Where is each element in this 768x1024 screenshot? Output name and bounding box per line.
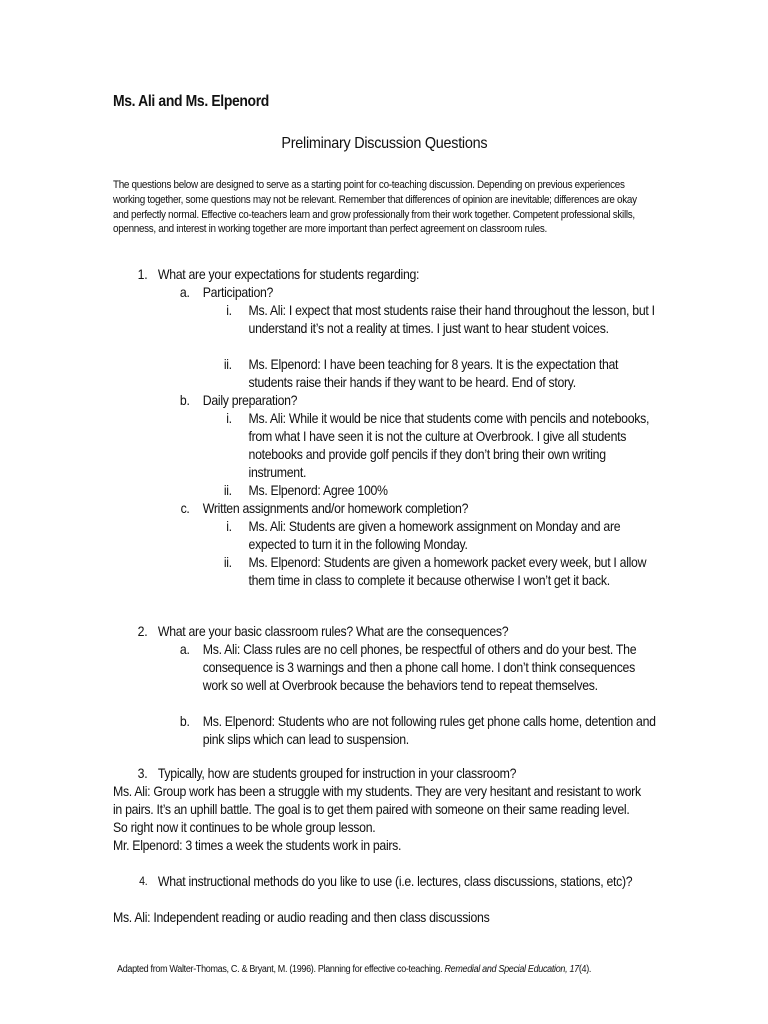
- item-marker: c.: [180, 500, 190, 516]
- item-text: Ms. Elpenord: Students who are not following rules get phone calls home, detention and pink slips which can lead to suspension.: [202, 713, 656, 747]
- answer-ali: Ms. Ali: Independent reading or audio reading and then class discussions: [113, 909, 490, 925]
- subitem-text: Ms. Ali: I expect that most students raise their hand throughout the lesson, but I understand it’s not a reality at times. I just want to hear student voices.: [248, 302, 655, 336]
- subitem-marker: ii.: [223, 356, 232, 372]
- question-text: What are your basic classroom rules? What are the consequences?: [157, 623, 509, 639]
- item-text: Written assignments and/or homework completion?: [202, 500, 469, 516]
- question-3-answers: [113, 782, 645, 854]
- subitem-text: Ms. Elpenord: Students are given a homework packet every week, but I allow them time in class to complete it because otherwise I won’t get it back.: [248, 554, 647, 588]
- question-text: Typically, how are students grouped for instruction in your classroom?: [157, 765, 517, 781]
- item-text: Participation?: [202, 284, 274, 300]
- citation-footer: [117, 964, 675, 975]
- citation-text: Adapted from Walter-Thomas, C. & Bryant, M. (1996). Planning for effective co-teaching.: [117, 964, 445, 975]
- question-number: 3.: [137, 765, 148, 781]
- item-marker: b.: [179, 392, 190, 408]
- subitem-text: Ms. Elpenord: Agree 100%: [248, 482, 388, 498]
- intro-paragraph: The questions below are designed to serve as a starting point for co-teaching discussion. Depending on previous experiences working together, some questions may not be relevant. Remember that differences of opinion are inevitable; differences are okay and perfectly normal. Effective co-teachers learn and grow professionally from their work together. Competent professional skills, openness, and interest in working together are more important than perfect agreement on classroom rules.: [113, 179, 637, 236]
- answer-ali: Ms. Ali: Group work has been a struggle with my students. They are very hesitant and resistant to work in pairs. It’s an uphill battle. The goal is to get them paired with someone on their same reading level. So right now it continues to be whole group lesson.: [113, 783, 641, 835]
- question-number: 1.: [137, 266, 148, 282]
- item-marker: a.: [179, 284, 190, 300]
- citation-issue: (4).: [578, 964, 592, 975]
- item-text: Daily preparation?: [202, 392, 298, 408]
- question-text: What instructional methods do you like to use (i.e. lectures, class discussions, stations, etc)?: [157, 873, 633, 889]
- subitem-marker: ii.: [223, 482, 232, 498]
- subitem-marker: i.: [226, 410, 232, 426]
- subitem-text: Ms. Elpenord: I have been teaching for 8 years. It is the expectation that students raise their hands if they want to be heard. End of story.: [248, 356, 619, 390]
- subtitle-text: Preliminary Discussion Questions: [281, 135, 487, 152]
- question-1: [135, 265, 663, 607]
- question-4-answers: [113, 908, 645, 926]
- question-text: What are your expectations for students regarding:: [157, 266, 420, 282]
- item-marker: b.: [179, 713, 190, 729]
- question-number: 4.: [139, 874, 148, 888]
- question-4: [135, 872, 663, 908]
- subitem-marker: i.: [226, 518, 232, 534]
- question-2: [135, 622, 663, 748]
- document-title: Ms. Ali and Ms. Elpenord: [113, 93, 269, 110]
- item-text: Ms. Ali: Class rules are no cell phones, be respectful of others and do your best. The consequence is 3 warnings and then a phone call home. I don’t think consequences work so well at Overbrook because the behaviors tend to repeat themselves.: [202, 641, 637, 693]
- question-3: [135, 764, 663, 782]
- subitem-text: Ms. Ali: While it would be nice that students come with pencils and notebooks, from what I have seen it is not the culture at Overbrook. I give all students notebooks and provide golf pencils if they don’t bring their own writing instrument.: [248, 410, 650, 480]
- answer-elpenord: Mr. Elpenord: 3 times a week the students work in pairs.: [113, 837, 402, 853]
- document-subtitle: [0, 135, 768, 153]
- citation-journal: Remedial and Special Education, 17: [444, 964, 579, 975]
- item-marker: a.: [179, 641, 190, 657]
- subitem-marker: i.: [226, 302, 232, 318]
- question-number: 2.: [137, 623, 148, 639]
- subitem-marker: ii.: [223, 554, 232, 570]
- subitem-text: Ms. Ali: Students are given a homework assignment on Monday and are expected to turn it in the following Monday.: [248, 518, 621, 552]
